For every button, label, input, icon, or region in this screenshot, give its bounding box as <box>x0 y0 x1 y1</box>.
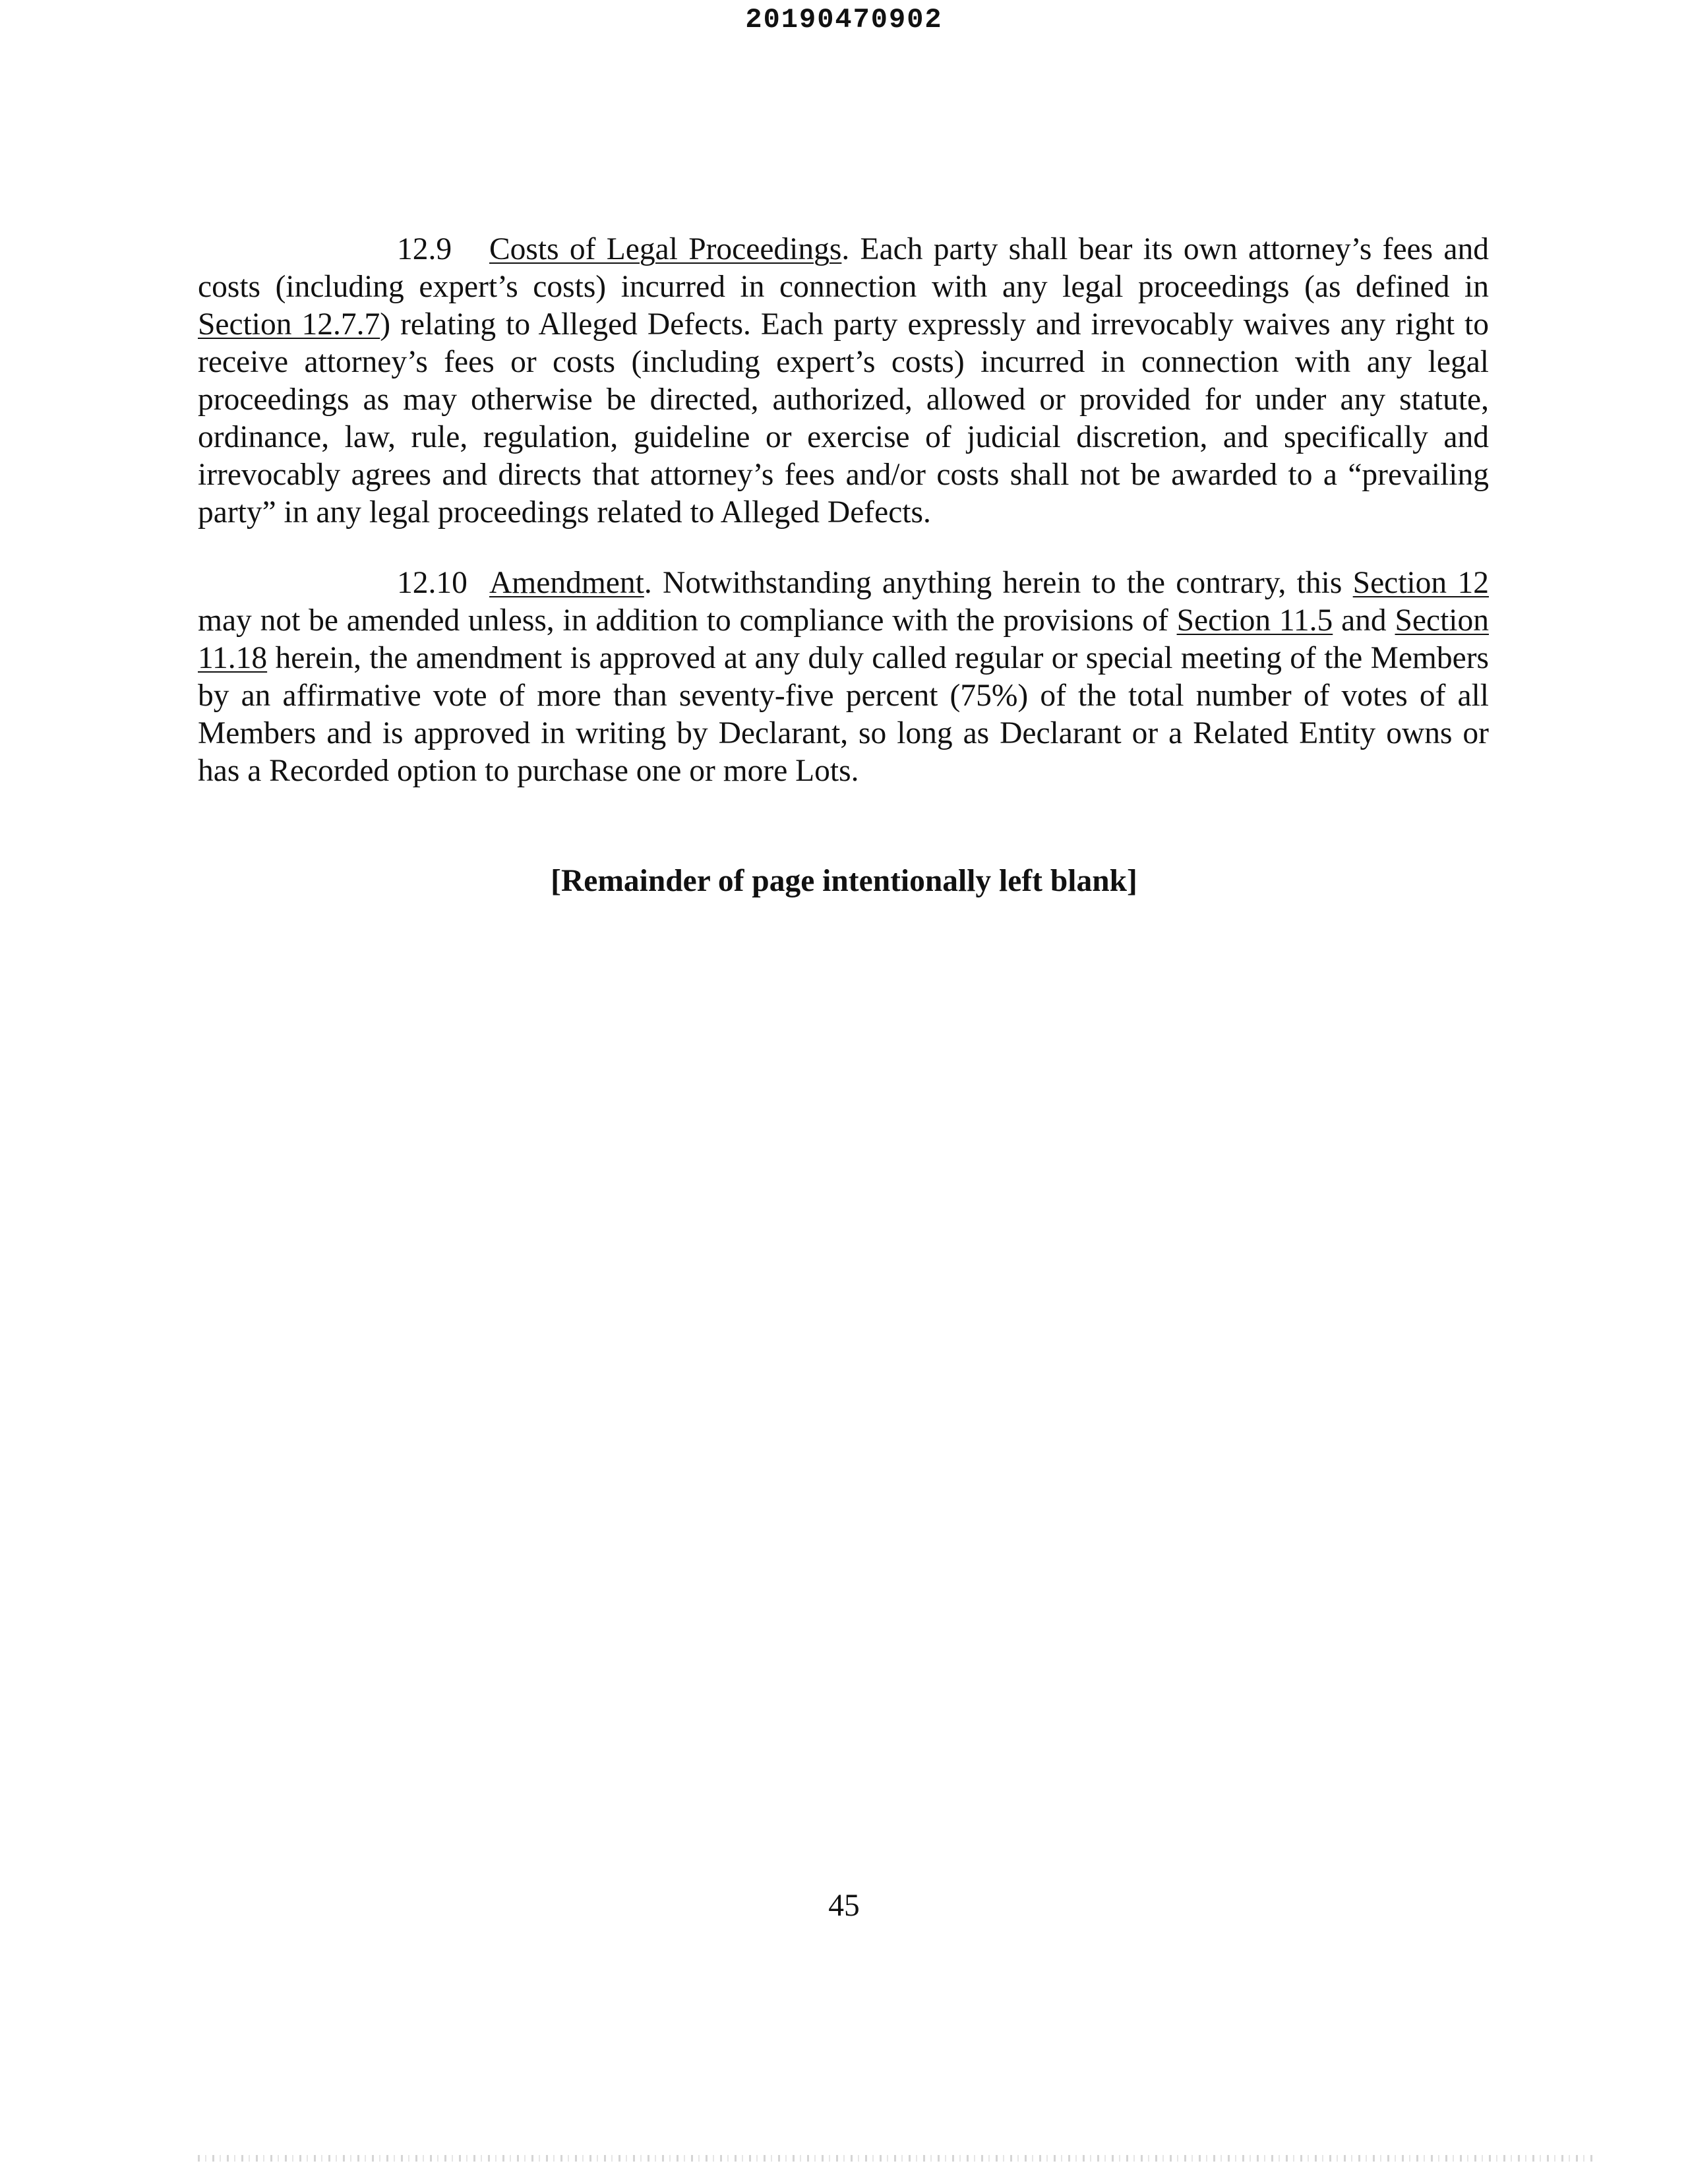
scan-edge-artifact <box>198 2155 1596 2162</box>
section-12-10-number: 12.10 <box>397 566 467 600</box>
section-12-9-text-b: ) relating to Alleged Defects. Each party expressly and irrevocably waives any right to receive attorney’s fees or costs (including expert’s costs) incurred in connection with any legal proceedings as may otherwise be directed, authorized, allowed or provided for under any statute, ordinance, law, rule, regulation, guideline or exercise of judicial discretion, and specifically and irrevocably agrees and directs that attorney’s fees and/or costs shall not be awarded to a “prevailing party” in any legal proceedings related to Alleged Defects. <box>198 307 1489 530</box>
document-number: 20190470902 <box>745 4 943 36</box>
section-12-9-title: Costs of Legal Proceedings <box>489 232 842 266</box>
section-11-18-reference: Section 11.18 <box>198 603 1489 675</box>
section-12-9-paragraph <box>198 231 1489 531</box>
section-12-9-number: 12.9 <box>397 232 452 266</box>
section-12-9-text-a: . Each party shall bear its own attorney’s fees and costs (including expert’s costs) incurred in connection with any legal proceedings (as defined in <box>198 232 1489 304</box>
section-12-7-7-reference: Section 12.7.7 <box>198 307 380 342</box>
section-12-10-text-c: and <box>1333 603 1395 638</box>
section-12-reference: Section 12 <box>1352 566 1489 600</box>
section-12-10-text-d: herein, the amendment is approved at any duly called regular or special meeting of the Members by an affirmative vote of more than seventy-five percent (75%) of the total number of votes of all Members and is approved in writing by Declarant, so long as Declarant or a Related Entity owns or has a Recorded option to purchase one or more Lots. <box>198 641 1489 788</box>
remainder-blank-note: [Remainder of page intentionally left blank] <box>551 864 1137 898</box>
section-11-5-reference: Section 11.5 <box>1176 603 1333 638</box>
page-number: 45 <box>828 1889 860 1923</box>
section-12-10-text-a: . Notwithstanding anything herein to the contrary, this <box>644 566 1353 600</box>
section-12-10-paragraph <box>198 564 1489 790</box>
section-12-10-title: Amendment <box>489 566 644 600</box>
page-body <box>198 231 1489 790</box>
section-12-10-text-b: may not be amended unless, in addition to compliance with the provisions of <box>198 603 1177 638</box>
